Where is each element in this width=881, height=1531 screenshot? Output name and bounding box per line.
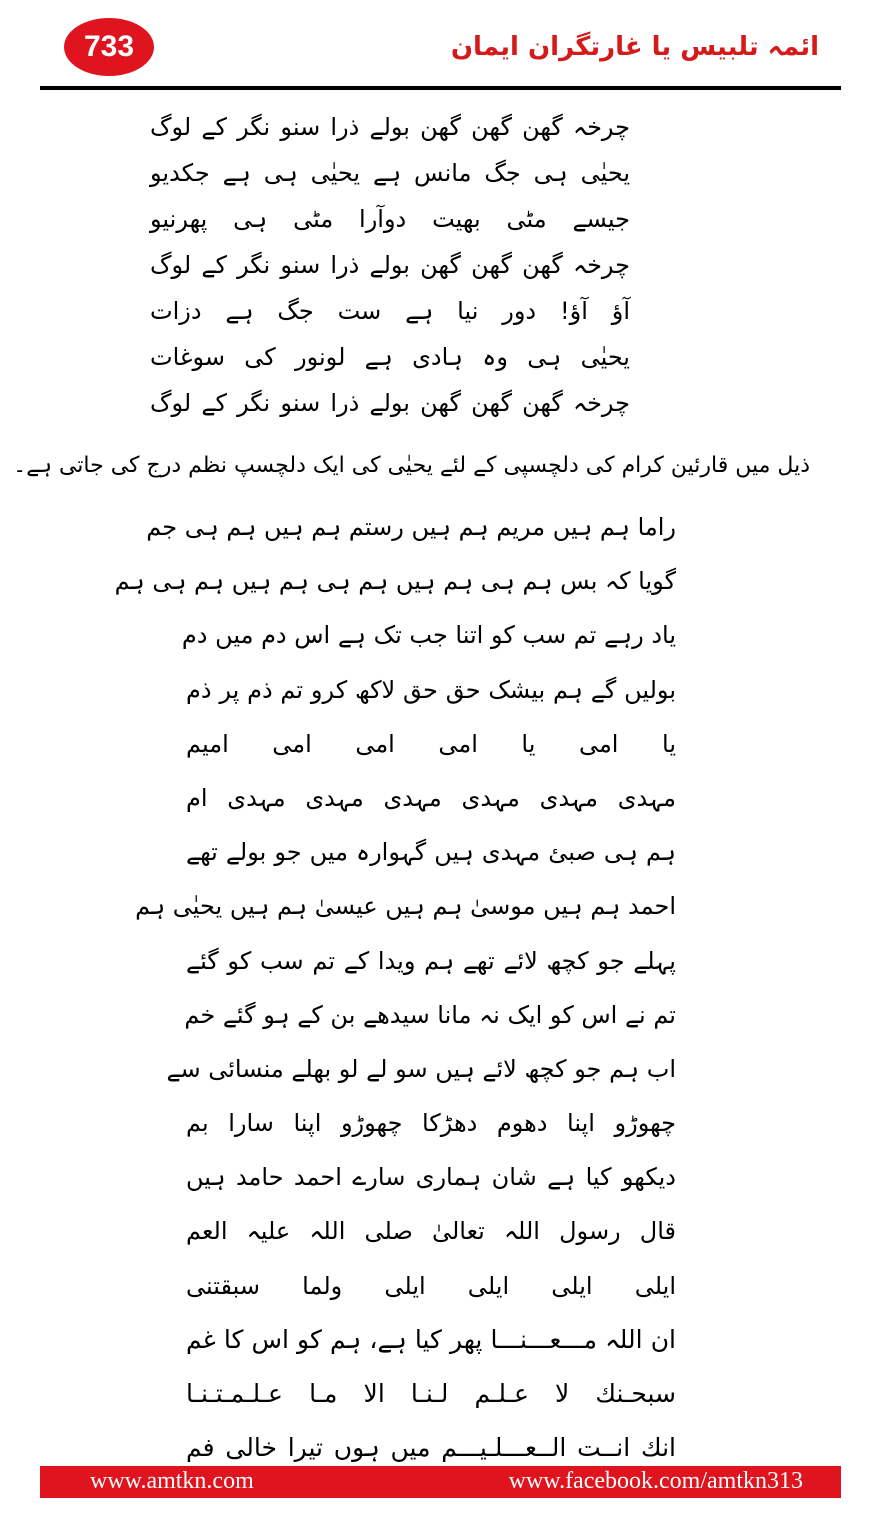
poem-line: ان اللہ مـــعـــنـــا پھر کیا ہے، ہم کو اس کا غم: [186, 1324, 676, 1354]
page-number: 733: [83, 30, 135, 63]
poem-line: انك انــت الــعـــلـيـــم میں ہوں تیرا خالی فم: [186, 1433, 676, 1463]
verse-line: جیسے مٹی بھیت دوآرا مٹی ہی پھرنیو: [150, 205, 630, 233]
verse-block: [150, 104, 630, 426]
poem-line: پہلے جو کچھ لائے تھے ہم ویدا کے تم سب کو گئے: [186, 946, 676, 975]
poem-line: یاد رہے تم سب کو اتنا جب تک ہے اس دم میں دم: [181, 621, 676, 650]
poem-line: گویا کہ بس ہم ہی ہم ہیں ہم ہی ہم ہیں ہم ہی ہم: [114, 567, 676, 596]
poem-line: ہم ہی صبئ مہدی ہیں گہوارہ میں جو بولے تھے: [186, 838, 676, 867]
poem-line: یا امی یا امی امی امی امیم: [186, 729, 676, 758]
header-divider: [40, 86, 841, 90]
poem-line: احمد ہم ہیں موسیٰ ہم ہیں عیسیٰ ہم ہیں یحیٰی ہم: [135, 892, 676, 921]
intro-paragraph: ذیل میں قارئین کرام کی دلچسپی کے لئے یحیٰی کی ایک دلچسپ نظم درج کی جاتی ہے۔: [13, 453, 810, 478]
verse-line: یحیٰی ہی جگ مانس ہے یحیٰی ہی ہے جکدیو: [150, 159, 630, 187]
poem-line: چھوڑو اپنا دھوم دھڑکا چھوڑو اپنا سارا بم: [186, 1109, 676, 1138]
book-title: ائمہ تلبیس یا غارتگران ایمان: [450, 32, 819, 62]
verse-line: چرخہ گھن گھن گھن بولے ذرا سنو نگر کے لوگ: [150, 389, 630, 417]
footer-facebook-link[interactable]: www.facebook.com/amtkn313: [508, 1468, 803, 1494]
poem-line: سبحـنك لا عـلـم لـنـا الا مـا عـلـمـتـنـا: [186, 1379, 676, 1408]
poem-line: ایلی ایلی ایلی ایلی ولما سبقتنی: [186, 1271, 676, 1300]
poem-line: اب ہم جو کچھ لائے ہیں سو لے لو بھلے منسائی سے: [166, 1054, 676, 1083]
poem-line: بولیں گے ہم بیشک حق حق لاکھ کرو تم ذم پر ذم: [186, 675, 677, 704]
verse-line: چرخہ گھن گھن گھن بولے ذرا سنو نگر کے لوگ: [150, 113, 630, 141]
poem-line: دیکھو کیا ہے شان ہماری سارے احمد حامد ہیں: [186, 1163, 676, 1192]
poem-line: تم نے اس کو ایک نہ مانا سیدھے بن کے ہو گئے خم: [184, 1000, 676, 1029]
page-number-badge: [64, 18, 154, 76]
verse-line: یحیٰی ہی وہ ہادی ہے لونور کی سوغات: [150, 343, 630, 371]
footer-website-link[interactable]: www.amtkn.com: [90, 1468, 254, 1494]
poem-line: مہدی مہدی مہدی مہدی مہدی مہدی ام: [186, 783, 676, 812]
poem-line: قال رسول اللہ تعالیٰ صلی اللہ علیہ العم: [186, 1217, 676, 1246]
page-footer: [40, 1466, 841, 1498]
poem-line: راما ہم ہیں مریم ہم ہیں رستم ہم ہیں ہم ہی جم: [146, 513, 676, 541]
page-header: [40, 18, 841, 88]
verse-line: چرخہ گھن گھن گھن بولے ذرا سنو نگر کے لوگ: [150, 251, 630, 279]
verse-line: آؤ آؤ! دور نیا ہے ست جگ ہے دزات: [150, 297, 630, 325]
poem-block: [114, 500, 677, 1475]
